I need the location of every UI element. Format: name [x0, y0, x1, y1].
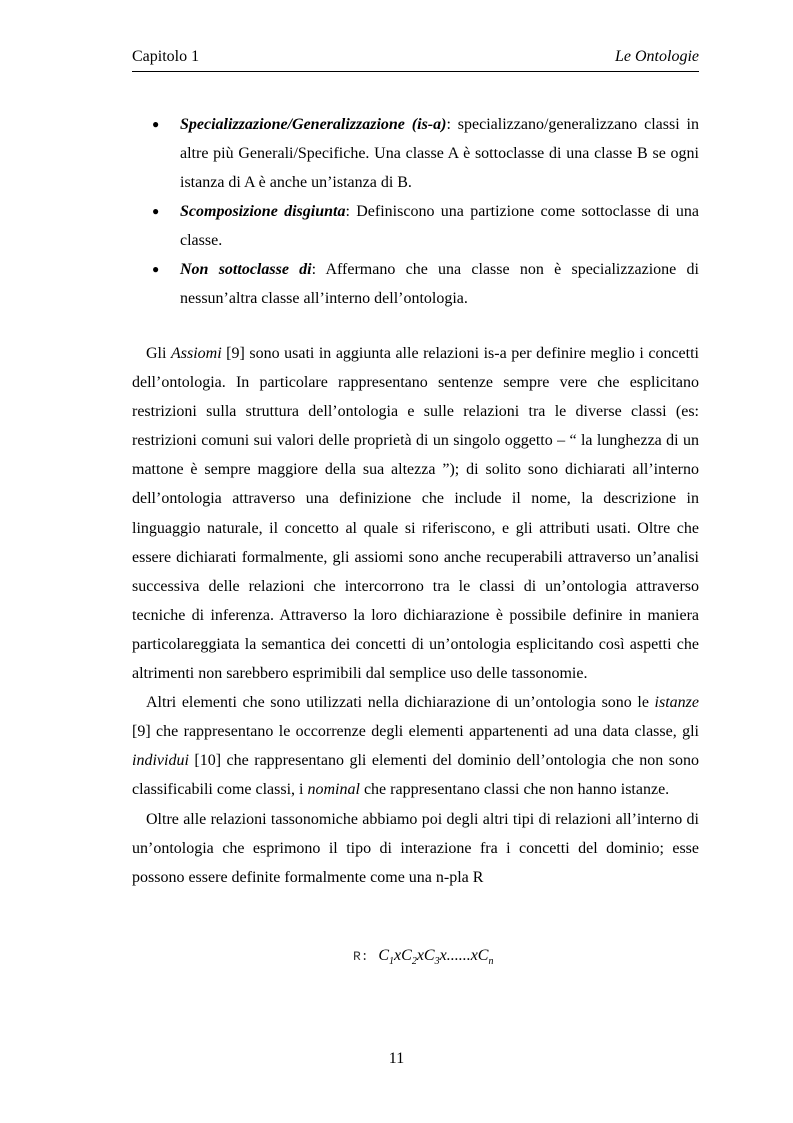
list-item-term: Scomposizione disgiunta [180, 203, 346, 220]
term-istanze: istanze [654, 694, 699, 712]
text-run: [9] che rappresentano le occorrenze degli elementi appartenenti ad una data classe, gli [132, 723, 699, 741]
list-item-term: Non sottoclasse di [180, 261, 312, 278]
term-individui: individui [132, 752, 189, 770]
bullet-icon: ● [152, 117, 160, 131]
list-item [152, 110, 699, 197]
term-assiomi: Assiomi [170, 345, 222, 362]
body-text [132, 339, 699, 892]
formula-expression: $C_1xC_2xC_3x......xC_n$ [378, 947, 494, 968]
bullet-icon: ● [152, 262, 160, 276]
term-nominal: nominal [307, 781, 360, 799]
bullet-list [152, 110, 699, 313]
text-run: Gli [146, 345, 171, 362]
list-item-text: : Definiscono una partizione come sottoclasse di una classe. [180, 203, 700, 249]
page-header [132, 48, 699, 70]
text-run: [9] sono usati in aggiunta alle relazioni is-a per definire meglio i concetti dell’ontologia. In particolare rappresentano sentenze sempre vere che esplicitano restrizioni sulla struttura dell’ontologia e sulle relazioni tra le diverse classi (es: restrizioni comuni sui valori delle proprietà di un singolo oggetto – “ la lunghezza di un mattone è sempre maggiore della sua altezza ”); di solito sono dichiarati all’interno dell’ontologia attraverso una definizione che include il nome, la descrizione in linguaggio naturale, il concetto al quale si riferiscono, e gli attributi usati. Oltre che essere dichiarati formalmente, gli assiomi sono anche recuperabili attraverso un’analisi successiva delle relazioni che intercorrono tra le classi di un’ontologia attraverso tecniche di inferenza. Attraverso la loro dichiarazione è possibile definire in maniera particolareggiata la semantica dei concetti di un’ontologia esplicitando così aspetti che altrimenti non sarebbero esprimibili dal semplice uso delle tassonomie. [132, 345, 699, 683]
chapter-label: Capitolo 1 [132, 48, 200, 65]
chapter-title: Le Ontologie [615, 48, 699, 65]
header-rule [132, 71, 699, 72]
text-run: che rappresentano classi che non hanno istanze. [359, 781, 670, 799]
list-item-text: : Affermano che una classe non è specializzazione di nessun’altra classe all’interno dell’ontologia. [180, 261, 699, 307]
text-run: [10] che rappresentano gli elementi del dominio dell’ontologia che non sono classificabili come classi, i [132, 752, 699, 799]
paragraph-assiomi [132, 339, 699, 688]
list-item [152, 255, 699, 313]
formula-label: R: [353, 949, 369, 964]
paragraph-istanze [132, 688, 699, 804]
page-number: 11 [388, 1050, 405, 1067]
list-item [152, 197, 699, 255]
paragraph-relazioni: Oltre alle relazioni tassonomiche abbiamo poi degli altri tipi di relazioni all’interno di un’ontologia che esprimono il tipo di interazione fra i concetti del dominio; esse possono essere definite formalmente come una n-pla R [132, 810, 699, 886]
text-run: Altri elementi che sono utilizzati nella dichiarazione di un’ontologia sono le [146, 694, 655, 712]
formula [353, 947, 493, 967]
list-item-text: : specializzano/generalizzano classi in altre più Generali/Specifiche. Una classe A è sottoclasse di una classe B se ogni istanza di A è anche un’istanza di B. [180, 116, 699, 191]
list-item-term: Specializzazione/Generalizzazione (is-a) [180, 116, 447, 133]
bullet-icon: ● [152, 204, 160, 218]
